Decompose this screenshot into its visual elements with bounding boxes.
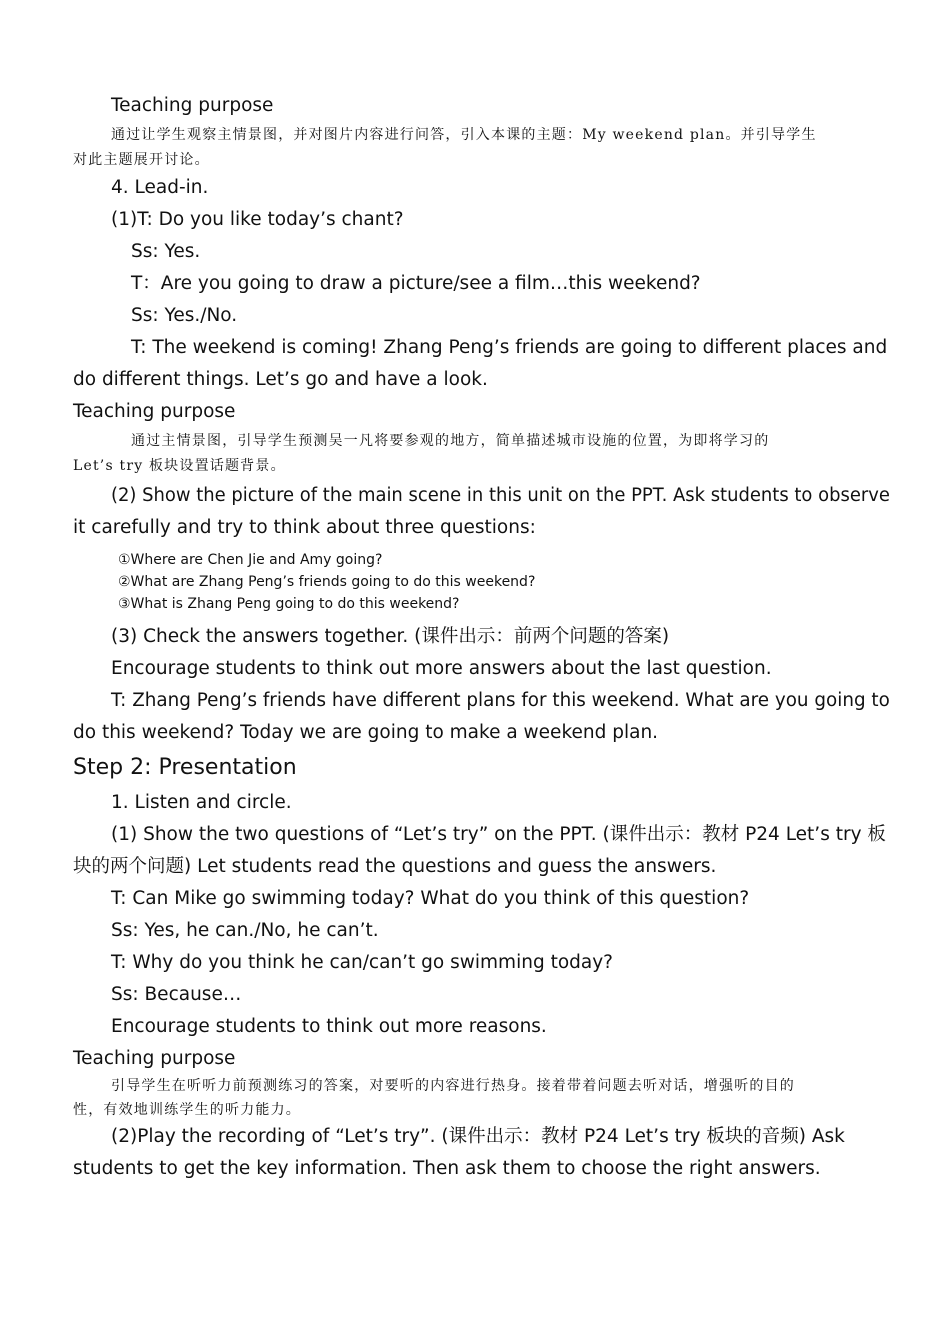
paragraph-line: do this weekend? Today we are going to make a weekend plan. bbox=[73, 722, 659, 743]
dialogue-line: (1)T: Do you like today’s chant? bbox=[111, 209, 404, 230]
paragraph-line: Encourage students to think out more reasons. bbox=[111, 1016, 547, 1037]
paragraph-line: students to get the key information. Then ask them to choose the right answers. bbox=[73, 1158, 821, 1179]
question-item: ①Where are Chen Jie and Amy going? bbox=[118, 552, 383, 568]
question-item: ②What are Zhang Peng’s friends going to do this weekend? bbox=[118, 574, 536, 590]
teaching-purpose-text: 对此主题展开讨论。 bbox=[73, 152, 210, 168]
paragraph-line: T: Zhang Peng’s friends have different plans for this weekend. What are you going to bbox=[111, 690, 890, 711]
teaching-purpose-text: 引导学生在听听力前预测练习的答案，对要听的内容进行热身。接着带着问题去听对话，增强听的目的 bbox=[111, 1078, 795, 1094]
dialogue-line: T: Why do you think he can/can’t go swimming today? bbox=[111, 952, 613, 973]
teaching-purpose-heading: Teaching purpose bbox=[73, 401, 236, 422]
dialogue-line: Ss: Yes./No. bbox=[131, 305, 238, 326]
paragraph-line: (1) Show the two questions of “Let’s try” on the PPT. (课件出示：教材 P24 Let’s try 板 bbox=[111, 824, 886, 845]
subsection-heading: 1. Listen and circle. bbox=[111, 792, 292, 813]
dialogue-line: T: The weekend is coming! Zhang Peng’s friends are going to different places and bbox=[131, 337, 888, 358]
teaching-purpose-heading: Teaching purpose bbox=[73, 1048, 236, 1069]
lead-in-heading: 4. Lead-in. bbox=[111, 177, 209, 198]
teaching-purpose-text: 性，有效地训练学生的听力能力。 bbox=[73, 1102, 301, 1118]
dialogue-line: Ss: Because… bbox=[111, 984, 242, 1005]
dialogue-line: T：Are you going to draw a picture/see a film…this weekend? bbox=[131, 273, 701, 294]
section-heading: Step 2: Presentation bbox=[73, 755, 297, 780]
dialogue-line: Ss: Yes. bbox=[131, 241, 201, 262]
question-item: ③What is Zhang Peng going to do this weekend? bbox=[118, 596, 460, 612]
teaching-purpose-text: Let’s try 板块设置话题背景。 bbox=[73, 458, 286, 474]
paragraph-line: (2) Show the picture of the main scene in this unit on the PPT. Ask students to observe bbox=[111, 485, 890, 506]
dialogue-line: Ss: Yes, he can./No, he can’t. bbox=[111, 920, 379, 941]
teaching-purpose-text: 通过让学生观察主情景图，并对图片内容进行问答，引入本课的主题：My weekend plan。并引导学生 bbox=[111, 127, 817, 143]
dialogue-line: do different things. Let’s go and have a look. bbox=[73, 369, 488, 390]
paragraph-line: (2)Play the recording of “Let’s try”. (课件出示：教材 P24 Let’s try 板块的音频) Ask bbox=[111, 1126, 845, 1147]
teaching-purpose-heading: Teaching purpose bbox=[111, 95, 274, 116]
paragraph-line: (3) Check the answers together. (课件出示：前两个问题的答案) bbox=[111, 626, 670, 647]
paragraph-line: Encourage students to think out more answers about the last question. bbox=[111, 658, 772, 679]
paragraph-line: it carefully and try to think about three questions: bbox=[73, 517, 536, 538]
paragraph-line: 块的两个问题) Let students read the questions and guess the answers. bbox=[73, 856, 717, 877]
dialogue-line: T: Can Mike go swimming today? What do you think of this question? bbox=[111, 888, 750, 909]
teaching-purpose-text: 通过主情景图，引导学生预测吴一凡将要参观的地方，简单描述城市设施的位置，为即将学习的 bbox=[131, 433, 770, 449]
